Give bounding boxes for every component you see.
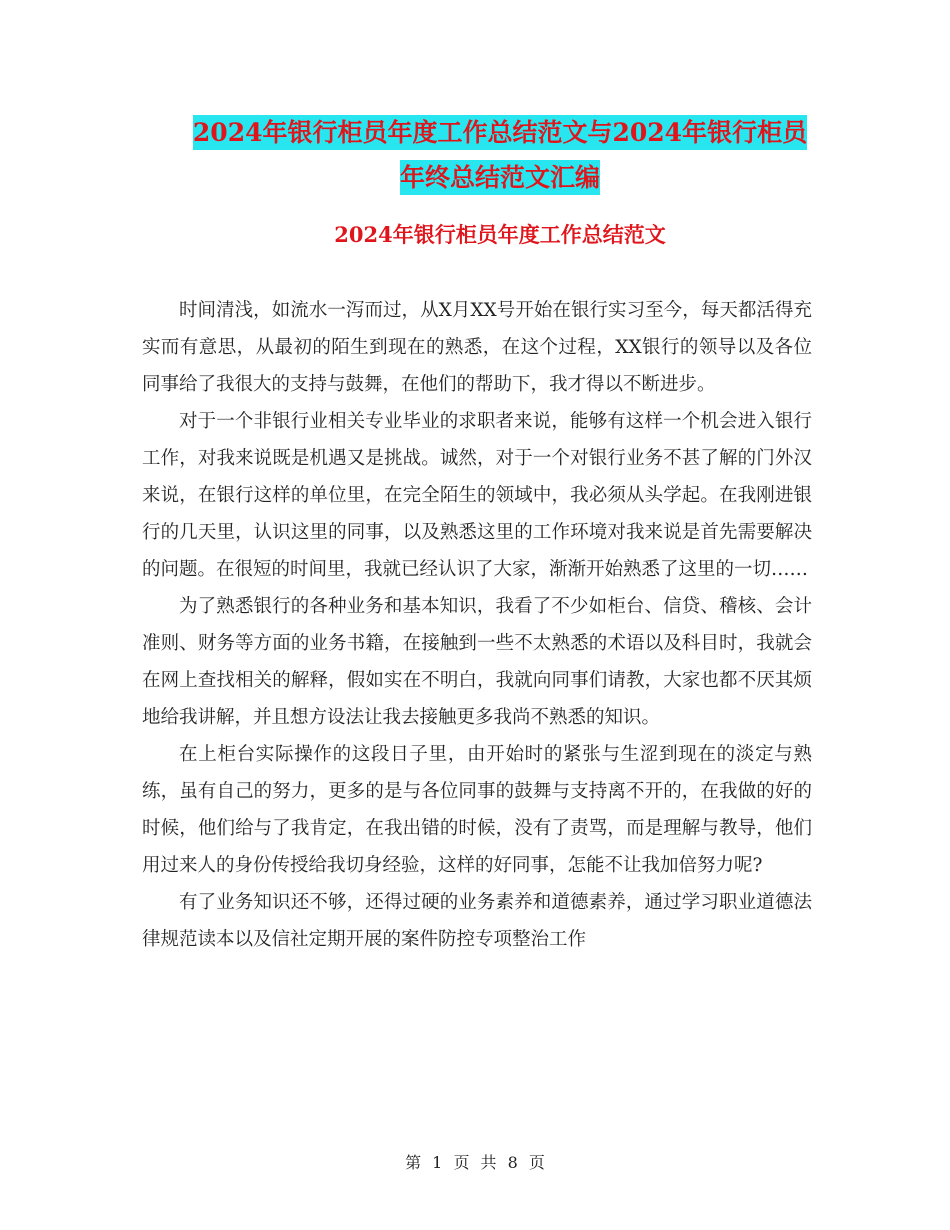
paragraph-3: 为了熟悉银行的各种业务和基本知识，我看了不少如柜台、信贷、稽核、会计准则、财务等方面的业务书籍，在接触到一些不太熟悉的术语以及科目时，我就会在网上查找相关的解释，假如实在不明白，我就向同事们请教，大家也都不厌其烦地给我讲解，并且想方设法让我去接触更多我尚不熟悉的知识。 bbox=[142, 596, 812, 728]
paragraph-4: 在上柜台实际操作的这段日子里，由开始时的紧张与生涩到现在的淡定与熟练，虽有自己的努力，更多的是与各位同事的鼓舞与支持离不开的，在我做的好的时候，他们给与了我肯定，在我出错的时候，没有了责骂，而是理解与教导，他们用过来人的身份传授给我切身经验，这样的好同事，怎能不让我加倍努力呢? bbox=[142, 744, 812, 876]
paragraph-2: 对于一个非银行业相关专业毕业的求职者来说，能够有这样一个机会进入银行工作，对我来说既是机遇又是挑战。诚然，对于一个对银行业务不甚了解的门外汉来说，在银行这样的单位里，在完全陌生的领域中，我必须从头学起。在我刚进银行的几天里，认识这里的同事，以及熟悉这里的工作环境对我来说是首先需要解决的问题。在很短的时间里，我就已经认识了大家，渐渐开始熟悉了这里的一切…… bbox=[142, 411, 812, 580]
section-title: 2024年银行柜员年度工作总结范文 bbox=[334, 222, 666, 247]
document-title bbox=[140, 110, 860, 200]
page-footer: 第 1 页 共 8 页 bbox=[405, 1153, 545, 1172]
document-body bbox=[142, 292, 812, 958]
paragraph-1: 时间清浅，如流水一泻而过，从X月XX号开始在银行实习至今，每天都活得充实而有意思，从最初的陌生到现在的熟悉，在这个过程，XX银行的领导以及各位同事给了我很大的支持与鼓舞，在他们的帮助下，我才得以不断进步。 bbox=[142, 300, 812, 395]
document-title-line-1: 2024年银行柜员年度工作总结范文与2024年银行柜员 bbox=[193, 115, 807, 150]
paragraph-5: 有了业务知识还不够，还得过硬的业务素养和道德素养，通过学习职业道德法律规范读本以及信社定期开展的案件防控专项整治工作 bbox=[142, 892, 812, 950]
document-title-line-2: 年终总结范文汇编 bbox=[400, 160, 600, 195]
